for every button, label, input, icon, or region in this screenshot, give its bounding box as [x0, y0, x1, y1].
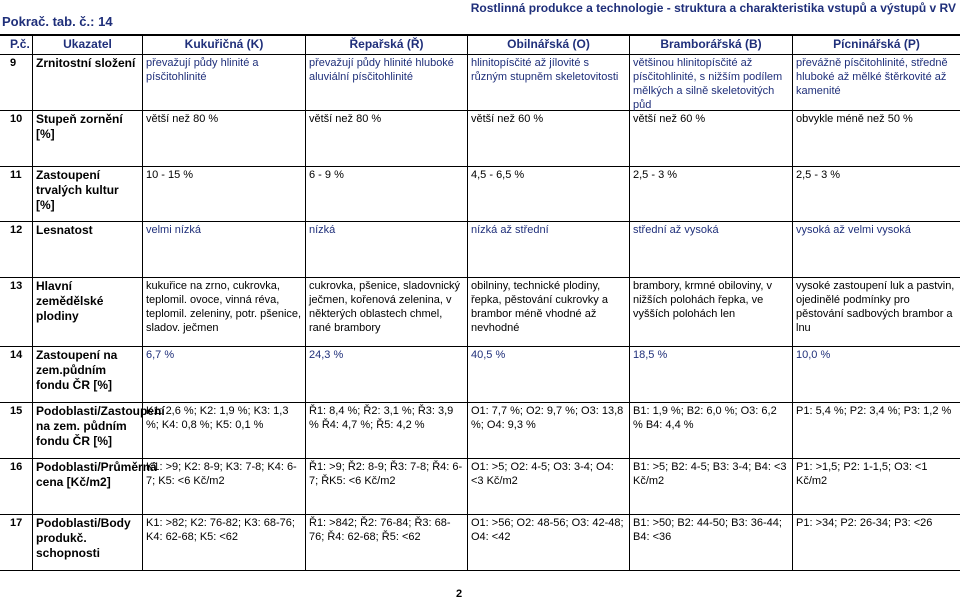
cell-bramborarska: 2,5 - 3 % — [629, 167, 792, 221]
column-header: Obilnářská (O) — [467, 36, 629, 54]
row-number: 10 — [10, 113, 23, 125]
document-running-title: Rostlinná produkce a technologie - struktura a charakteristika vstupů a výstupů v RV — [470, 1, 956, 15]
cell-bramborarska: větší než 60 % — [629, 111, 792, 166]
cell-pícninarska: P1: 5,4 %; P2: 3,4 %; P3: 1,2 % — [792, 403, 960, 458]
table-row — [0, 167, 960, 222]
cell-reparska: nízká — [305, 222, 467, 277]
cell-bramborarska: B1: 1,9 %; B2: 6,0 %; O3: 6,2 % B4: 4,4 % — [629, 403, 792, 458]
cell-reparska: větší než 80 % — [305, 111, 467, 166]
table-row — [0, 278, 960, 347]
cell-obilnarska: hlinitopísčité až jílovité s různým stupněm skeletovitosti — [467, 55, 629, 110]
cell-pícninarska: P1: >1,5; P2: 1-1,5; O3: <1 Kč/m2 — [792, 459, 960, 514]
cell-obilnarska: 40,5 % — [467, 347, 629, 402]
table-row — [0, 55, 960, 111]
cell-bramborarska: střední až vysoká — [629, 222, 792, 277]
cell-kukuricna: velmi nízká — [142, 222, 305, 277]
column-header: Řepařská (Ř) — [305, 36, 467, 54]
cell-bramborarska: B1: >50; B2: 44-50; B3: 36-44; B4: <36 — [629, 515, 792, 570]
row-indicator: Podoblasti/Průměrná cena [Kč/m2] — [32, 459, 142, 514]
row-number: 11 — [10, 169, 22, 181]
row-indicator: Zrnitostní složení — [32, 55, 142, 110]
cell-obilnarska: O1: >5; O2: 4-5; O3: 3-4; O4: <3 Kč/m2 — [467, 459, 629, 514]
row-indicator: Lesnatost — [32, 222, 142, 277]
cell-reparska: 24,3 % — [305, 347, 467, 402]
table-header-row — [0, 36, 960, 55]
cell-kukuricna: 6,7 % — [142, 347, 305, 402]
row-indicator: Zastoupení na zem.půdním fondu ČR [%] — [32, 347, 142, 402]
table-continuation-label: Pokrač. tab. č.: 14 — [2, 14, 113, 29]
cell-obilnarska: O1: >56; O2: 48-56; O3: 42-48; O4: <42 — [467, 515, 629, 570]
row-number: 12 — [10, 224, 23, 236]
column-header: P.č. — [10, 37, 30, 51]
row-indicator: Hlavní zemědělské plodiny — [32, 278, 142, 346]
cell-obilnarska: obilniny, technické plodiny, řepka, pěstování cukrovky a brambor méně vhodné až nevhodné — [467, 278, 629, 346]
cell-bramborarska: B1: >5; B2: 4-5; B3: 3-4; B4: <3 Kč/m2 — [629, 459, 792, 514]
cell-pícninarska: 2,5 - 3 % — [792, 167, 960, 221]
cell-kukuricna: 10 - 15 % — [142, 167, 305, 221]
row-number: 15 — [10, 405, 23, 417]
table-row — [0, 111, 960, 167]
column-header: Pícninářská (P) — [792, 36, 960, 54]
cell-kukuricna: K1: 2,6 %; K2: 1,9 %; K3: 1,3 %; K4: 0,8 %; K5: 0,1 % — [142, 403, 305, 458]
cell-kukuricna: K1: >9; K2: 8-9; K3: 7-8; K4: 6-7; K5: <6 Kč/m2 — [142, 459, 305, 514]
cell-kukuricna: kukuřice na zrno, cukrovka, teplomil. ovoce, vinná réva, teplomil. zeleniny, potr. pšenice, sladov. ječmen — [142, 278, 305, 346]
cell-kukuricna: K1: >82; K2: 76-82; K3: 68-76; K4: 62-68; K5: <62 — [142, 515, 305, 570]
table-row — [0, 403, 960, 459]
page-number: 2 — [456, 588, 463, 600]
column-header: Ukazatel — [32, 36, 142, 54]
cell-reparska: 6 - 9 % — [305, 167, 467, 221]
cell-reparska: Ř1: 8,4 %; Ř2: 3,1 %; Ř3: 3,9 % Ř4: 4,7 %; Ř5: 4,2 % — [305, 403, 467, 458]
cell-pícninarska: 10,0 % — [792, 347, 960, 402]
row-number: 9 — [10, 57, 17, 69]
table-row — [0, 515, 960, 571]
cell-reparska: Ř1: >842; Ř2: 76-84; Ř3: 68-76; Ř4: 62-68; Ř5: <62 — [305, 515, 467, 570]
cell-kukuricna: převažují půdy hlinité a písčitohlinité — [142, 55, 305, 110]
column-header: Bramborářská (B) — [629, 36, 792, 54]
row-number: 16 — [10, 461, 23, 473]
cell-obilnarska: nízká až střední — [467, 222, 629, 277]
table-row — [0, 222, 960, 278]
cell-reparska: Ř1: >9; Ř2: 8-9; Ř3: 7-8; Ř4: 6-7; ŘK5: <6 Kč/m2 — [305, 459, 467, 514]
cell-obilnarska: 4,5 - 6,5 % — [467, 167, 629, 221]
cell-pícninarska: převážně písčitohlinité, středně hluboké až mělké štěrkovité až kamenité — [792, 55, 960, 110]
cell-reparska: cukrovka, pšenice, sladovnický ječmen, kořenová zelenina, v některých oblastech chmel, rané brambory — [305, 278, 467, 346]
table-row — [0, 459, 960, 515]
row-indicator: Stupeň zornění [%] — [32, 111, 142, 166]
cell-obilnarska: O1: 7,7 %; O2: 9,7 %; O3: 13,8 %; O4: 9,3 % — [467, 403, 629, 458]
cell-pícninarska: vysoké zastoupení luk a pastvin, ojedinělé podmínky pro pěstování sadbových brambor a lnu — [792, 278, 960, 346]
cell-kukuricna: větší než 80 % — [142, 111, 305, 166]
row-number: 17 — [10, 517, 23, 529]
row-indicator: Podoblasti/Zastoupení na zem. půdním fondu ČR [%] — [32, 403, 142, 458]
row-indicator: Podoblasti/Body produkč. schopnosti — [32, 515, 142, 570]
cell-pícninarska: obvykle méně než 50 % — [792, 111, 960, 166]
cell-bramborarska: 18,5 % — [629, 347, 792, 402]
cell-pícninarska: P1: >34; P2: 26-34; P3: <26 — [792, 515, 960, 570]
cell-bramborarska: brambory, krmné obiloviny, v nižších polohách řepka, ve vyšších polohách len — [629, 278, 792, 346]
cell-obilnarska: větší než 60 % — [467, 111, 629, 166]
row-number: 14 — [10, 349, 23, 361]
row-indicator: Zastoupení trvalých kultur [%] — [32, 167, 142, 221]
row-number: 13 — [10, 280, 23, 292]
cell-pícninarska: vysoká až velmi vysoká — [792, 222, 960, 277]
cell-reparska: převažují půdy hlinité hluboké aluviální písčitohlinité — [305, 55, 467, 110]
cell-bramborarska: většinou hlinitopísčité až písčitohlinité, s nižším podílem mělkých a silně skeletovitých půd — [629, 55, 792, 110]
table-row — [0, 347, 960, 403]
column-header: Kukuřičná (K) — [142, 36, 305, 54]
